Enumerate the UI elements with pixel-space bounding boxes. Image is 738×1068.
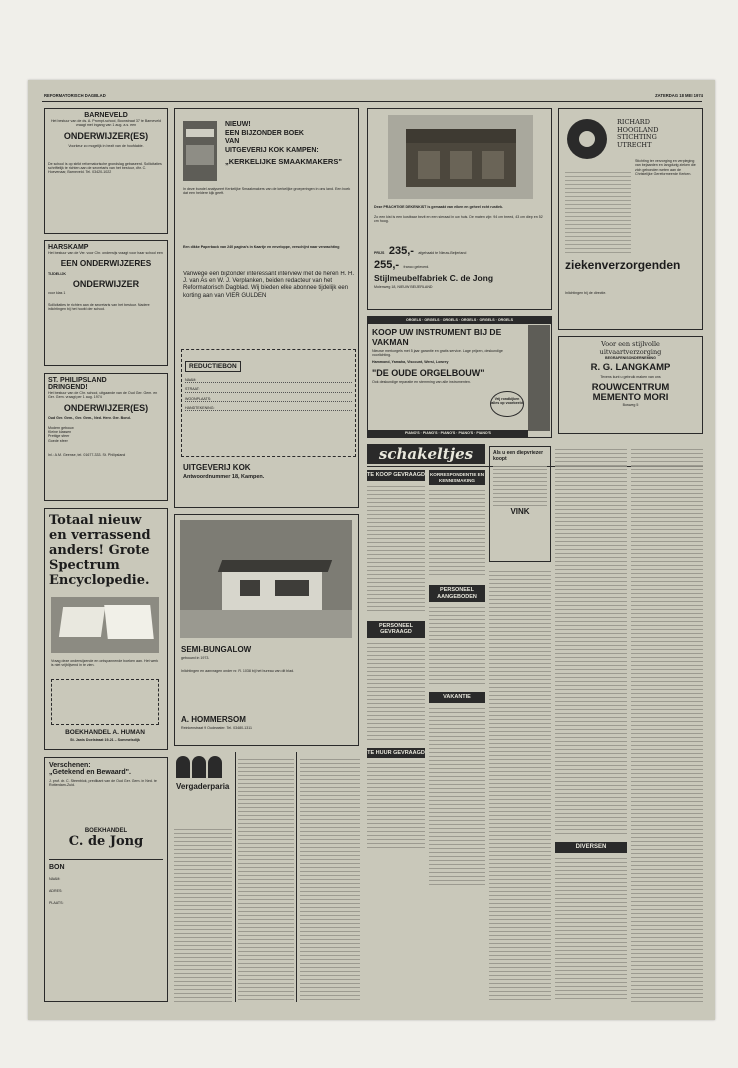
ad-intro: Het bestuur van de Chr. school, uitgaande van de Oud Ger. Gem. en Ger. Gem. vraagt per 1 aug. 1974	[48, 391, 158, 400]
vergader-column	[300, 756, 360, 1002]
ad-body: Sollicitaties te richten aan de secretaris van het bestuur. Nadere inlichtingen bij het hoofd der school.	[48, 302, 150, 312]
shop-label: BOEKHANDEL	[84, 827, 128, 834]
coupon	[51, 679, 159, 725]
section-header: TE KOOP GEVRAAGD	[367, 470, 425, 481]
orgel-shop: "DE OUDE ORGELBOUW"	[372, 367, 485, 378]
house-photo	[180, 520, 352, 638]
newspaper-page	[28, 80, 715, 1020]
masthead-left: REFORMATORISCH DAGBLAD	[44, 94, 106, 98]
ad-body: De school is op strikt reformatorische grondslag gebaseerd. Sollicitaties schriftelijk te richten aan de secretaris van het bestuur, dhr. C. Hoevenaar, Barneveld. Tel. 03420-1022	[48, 161, 162, 175]
organ-photo	[528, 325, 550, 431]
hoogland-name: RICHARD	[617, 119, 650, 126]
hoogland-foot: Inlichtingen bij de directie.	[565, 291, 607, 295]
langkamp-address: Bosweg 5	[622, 402, 639, 407]
publisher: UITGEVERIJ KOK	[183, 463, 251, 472]
ad-bullet: Kleine klassen	[48, 430, 72, 435]
ad-uitgeverij-kok	[174, 108, 359, 508]
orgel-body: Nieuwe merkorgels met 5 jaar garantie en gratis service. Lage prijzen, deskundige voorlichting.	[372, 349, 503, 358]
vergaderparia-logo	[174, 752, 232, 822]
coupon-title: REDUCTIEBON	[185, 361, 241, 372]
price: 235,-	[388, 245, 414, 257]
ad-langkamp	[558, 336, 703, 434]
section-header: VAKANTIE	[429, 692, 485, 703]
section-header: KORRESPONDENTIE EN KENNISMAKING	[429, 470, 485, 485]
piano-strip: PIANO'S · PIANO'S · PIANO'S · PIANO'S · PIANO'S	[368, 430, 528, 437]
ad-head: Deze PRACHTIGE DEKENKIST is gemaakt van eiken en geheel echt rustiek.	[374, 205, 504, 209]
ad-line: UITGEVERIJ KOK KAMPEN:	[225, 146, 319, 154]
hoogland-name: STICHTING	[617, 133, 657, 141]
vergader-column	[238, 756, 294, 1002]
ad-bungalow	[174, 514, 359, 746]
vergader-column	[174, 826, 232, 1002]
classified-column	[489, 446, 551, 1002]
ad-sub: TIJDELIJK	[48, 272, 66, 277]
ad-dekenkist	[367, 108, 552, 310]
ad-headline: Totaal nieuw en verrassend anders! Grote Spectrum Encyclopedie.	[49, 513, 151, 588]
shop-name: BOEKHANDEL A. HUMAN	[65, 729, 145, 736]
ad-barneveld	[44, 108, 168, 234]
hoogland-logo	[567, 119, 607, 159]
orgel-head: KOOP UW INSTRUMENT BIJ DE VAKMAN	[372, 327, 502, 347]
ad-sub: Oud Ger. Gem., Ger. Gem., Ned. Herv. Ger. Bond.	[48, 415, 131, 420]
ad-sub: Voorkeur zo mogelijk in bezit van de hoofdakte.	[68, 143, 144, 148]
schakeltjes-banner	[367, 444, 485, 464]
ad-bullet: Goede sfeer	[48, 438, 68, 443]
book-cover-image	[183, 121, 217, 181]
orgel-strip: ORGELS · ORGELS · ORGELS · ORGELS · ORGELS · ORGELS	[368, 317, 551, 324]
ad-place: HARSKAMP	[48, 244, 89, 251]
classified-column	[429, 470, 485, 1002]
ad-subtitle: „Getekend en Bewaard".	[49, 769, 131, 776]
offer-head: Een dikke Paperback van 240 pagina's in Kaartje en enveloppe, verschijnt naar verwachting	[183, 245, 340, 249]
hoogland-name: UTRECHT	[617, 140, 652, 149]
special-offer: Vanwege een bijzonder interessant interview met de heren H. H. J. van As en W. J. Verplanken, beiden redacteur van het Reformatorisch Dagblad. Wij bieden elke abonnee tijdelijk een korting aan van VIER GULDEN	[183, 271, 354, 299]
ad-nieuw: NIEUW!	[225, 121, 251, 128]
shop-address: St. Janis Doelstraat 19-21 – Sommelsdijk	[70, 738, 140, 742]
ad-orgels	[367, 316, 552, 438]
vergaderparia-title: Vergaderparia	[176, 782, 230, 791]
hoogland-headline: ziekenverzorgenden	[565, 259, 681, 272]
ad-heading: EEN ONDERWIJZERES	[60, 259, 152, 269]
section-header: PERSONEEL AANGEBODEN	[429, 585, 485, 602]
ad-bullet: Prettige sfeer	[48, 434, 70, 439]
ad-body: Vraag deze onderwijzende en ontspannende boeken aan. Het werk is niet vrijblijvend in te zien.	[51, 659, 159, 668]
encyclopedia-image	[51, 597, 159, 653]
ad-bullet: Modern gebouw	[48, 425, 74, 430]
classified-column	[367, 470, 425, 1002]
price-2-note: franco geleverd.	[403, 265, 430, 269]
ad-philipsland	[44, 373, 168, 501]
langkamp-line: Voor een stijlvolle	[601, 340, 660, 348]
coupon-field: NAAM:	[185, 378, 352, 383]
ad-body: Inlichtingen en aanvragen onder nr. R. 1038 bij het bureau van dit blad.	[181, 669, 295, 673]
ad-heading: ONDERWIJZER(ES)	[63, 130, 149, 141]
ad-place: BARNEVELD	[84, 112, 128, 119]
price-label: PRIJS	[374, 251, 385, 255]
ad-line: VAN	[225, 138, 240, 145]
langkamp-sub: Tevens kunt u gebruik maken van ons	[600, 375, 661, 380]
bon-field: PLAATS:	[49, 901, 64, 906]
ad-sub-2: voor klas 1	[48, 290, 66, 295]
bon-field: NAAM:	[49, 876, 61, 881]
langkamp-big: ROUWCENTRUM	[591, 381, 670, 393]
ad-spectrum	[44, 508, 168, 750]
classified-column	[555, 446, 627, 1002]
agent-address: Reinkenstraat 9 Oudewater. Tel. 03480-1311	[181, 726, 252, 730]
langkamp-name: R. G. LANGKAMP	[590, 362, 671, 374]
bon-label: BON	[49, 863, 65, 871]
publisher-address: Antwoordnummer 18, Kampen.	[183, 474, 265, 480]
coupon-field: WOONPLAATS:	[185, 397, 352, 402]
hoogland-body: Stichting ter verzorging en verpleging van bejaarden en langdurig zieken die zich gebonden weten aan de Christelijke Gereformeerde Kerken.	[635, 159, 696, 176]
reductiebon	[181, 349, 356, 457]
ad-heading: ONDERWIJZER(ES)	[63, 402, 149, 413]
coupon-field: STRAAT:	[185, 387, 352, 392]
orgel-shop-body: Ook deskundige reparatie en stemming van alle instrumenten.	[372, 379, 471, 384]
price-note: afgehaald te Nieuw-Beijerland	[418, 251, 467, 255]
shop-name: C. de Jong	[68, 833, 144, 849]
ad-head: Als u een diepvriezer koopt	[493, 450, 544, 462]
vink: VINK	[510, 507, 530, 516]
maker: Stijlmeubelfabriek C. de Jong	[374, 273, 494, 283]
caption-sub: gebouwd in 1973.	[181, 656, 210, 660]
book-title: „KERKELIJKE SMAAKMAKERS"	[225, 157, 342, 166]
orgel-badge: Vrij rondkijken alles op voorbeeld	[490, 391, 524, 417]
ad-body: J. prof. dr. C. Steenblok, predikant van de Oud Ger. Gem. in Ned. te Rotterdam-Zuid.	[49, 779, 157, 788]
bon-field: ADRES:	[49, 888, 63, 893]
ad-place-2: DRINGEND!	[48, 384, 88, 391]
ad-body: In deze bundel analyseert Kerkelijke Smaakmakers van de kerkelijke groeperingen in ons land. Een boek dat een heldere kijk geeft.	[183, 187, 351, 196]
ad-body: Zo een kist is een kostbaar bezit en een sieraad in uw huis. De maten zijn: 94 cm breed, 43 cm diep en 52 cm hoog.	[374, 215, 543, 224]
maker-address: Molenweg 18, NIEUW BEIJERLAND	[374, 285, 433, 289]
section-header: DIVERSEN	[555, 842, 627, 853]
caption: SEMI-BUNGALOW	[181, 645, 252, 654]
orgel-brands: Hammond, Yamaha, Viscount, Wersi, Lowrey	[372, 359, 449, 364]
masthead-right: ZATERDAG 18 MEI 1974	[655, 94, 703, 98]
ad-place: ST. PHILIPSLAND	[48, 377, 107, 384]
ad-boekhandel	[44, 757, 168, 1002]
ad-diepvriezer	[489, 446, 551, 562]
section-header: PERSONEEL GEVRAAGD	[367, 621, 425, 638]
ad-intro: Het bestuur van de Ver. voor Chr. onderwijs vraagt voor haar school een	[48, 251, 163, 255]
ad-intro: Het bestuur van de ds. A. Prompt-school, Boonstraat 37 te Barneveld vraagt met ingang van 1 aug. a.s. een	[50, 119, 162, 128]
ad-title: Verschenen:	[49, 762, 91, 769]
schakeltjes-title: schakeltjes	[378, 445, 474, 463]
langkamp-big: MEMENTO MORI	[592, 391, 669, 403]
section-header: TE HUUR GEVRAAGD	[367, 748, 425, 759]
ad-line: EEN BIJZONDER BOEK	[225, 129, 304, 137]
langkamp-label: BEGRAFENISONDERNEMING	[605, 356, 656, 360]
ad-hoogland	[558, 108, 703, 330]
coupon-field: HANDTEKENING:	[185, 406, 352, 411]
langkamp-line: uitvaartverzorging	[599, 347, 662, 356]
ad-heading-2: ONDERWIJZER	[72, 278, 140, 289]
chest-photo	[388, 115, 533, 199]
agent-name: A. HOMMERSOM	[181, 715, 246, 724]
classified-column	[631, 446, 703, 1002]
ad-footer: Inl.: A.M. Geense, tel. 01677-333. St. Philipsland	[48, 453, 126, 458]
ad-harskamp	[44, 240, 168, 366]
price-2: 255,-	[374, 259, 400, 271]
hoogland-name: HOOGLAND	[617, 125, 659, 134]
